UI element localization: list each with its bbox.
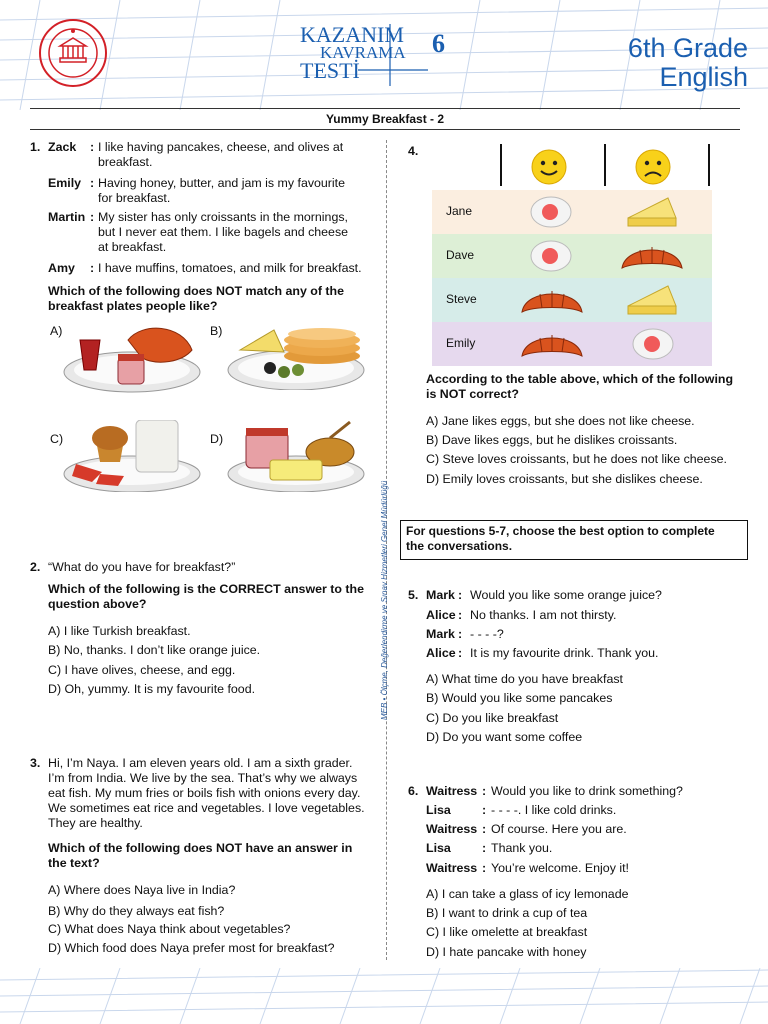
row-name: Jane [446,204,473,218]
q3-option-c[interactable]: C) What does Naya think about vegetables? [48,922,291,936]
dialogue-text: - - - -. I like cold drinks. [491,803,617,817]
prompt-line: Which of the following is the CORRECT answer to the [48,582,364,596]
speaker: Waitress [426,861,478,875]
q6-option-d[interactable]: D) I hate pancake with honey [426,945,587,959]
q6-line-3 [426,822,746,838]
instruction-line: the conversations. [406,539,513,553]
q6-option-a[interactable]: A) I can take a glass of icy lemonade [426,887,629,901]
q4-number: 4. [408,144,419,158]
q1-option-d-label[interactable]: D) [210,432,224,446]
plate-pancakes-cheese-olives-icon[interactable] [226,318,366,390]
prompt-line: question above? [48,597,147,611]
logo-line2: KAVRAMA [320,43,406,62]
q1-line-amy [48,261,378,277]
subtitle-bar [30,108,740,130]
speaker: Zack [48,140,77,154]
q5-line-3 [426,627,746,643]
q2-option-c[interactable]: C) I have olives, cheese, and egg. [48,663,236,677]
q2-option-b[interactable]: B) No, thanks. I don’t like orange juice. [48,643,261,657]
q4-option-c[interactable]: C) Steve loves croissants, but he does not like cheese. [426,452,727,466]
croissant-icon [620,238,684,274]
q4-option-a[interactable]: A) Jane likes eggs, but she does not like cheese. [426,414,695,428]
text-line: Hi, I’m Naya. I am eleven years old. I am a sixth grader. [48,756,353,770]
q6-line-5 [426,861,746,877]
q2-option-a[interactable]: A) I like Turkish breakfast. [48,624,191,638]
table-divider [604,144,606,186]
q2-prompt [48,582,364,612]
instructions-box [400,520,748,560]
speaker: Alice [426,608,456,622]
grade-title [628,34,748,92]
table-row-jane [432,190,712,234]
speaker: Mark [426,627,455,641]
prompt-line: Which of the following does NOT match any of the [48,284,344,298]
q5-line-2 [426,608,746,624]
colon: : [90,261,95,275]
colon: : [458,627,463,641]
plate-jam-butter-honey-icon[interactable] [226,420,366,492]
dialogue-text: Would you like some orange juice? [470,588,662,602]
logo-number: 6 [432,29,445,58]
q5-option-b[interactable]: B) Would you like some pancakes [426,691,613,705]
q6-line-4 [426,841,746,857]
speaker: Martin [48,210,86,224]
dialogue-text: for breakfast. [98,191,171,205]
grade-line2: English [659,62,748,92]
q3-prompt [48,841,352,871]
q5-option-d[interactable]: D) Do you want some coffee [426,730,583,744]
q3-text [48,756,365,831]
colon: : [458,646,463,660]
q6-option-b[interactable]: B) I want to drink a cup of tea [426,906,588,920]
text-line: We sometimes eat rice and vegetables. I love vegetables. [48,801,365,815]
colon: : [482,822,487,836]
dialogue-text: Of course. Here you are. [491,822,627,836]
q3-option-d[interactable]: D) Which food does Naya prefer most for breakfast? [48,941,335,955]
q1-line-martin [48,210,378,256]
q6-line-1 [426,784,746,800]
croissant-icon [520,326,584,362]
q1-number: 1. [30,140,41,154]
fried-egg-icon [528,194,574,230]
table-divider [708,144,710,186]
side-text: MEB • Ölçme, Değerlendirme ve Sınav Hizmetleri Genel Müdürlüğü [380,480,389,720]
speaker: Alice [426,646,456,660]
q3-option-b[interactable]: B) Why do they always eat fish? [48,904,225,918]
page-subtitle: Yummy Breakfast - 2 [325,112,445,126]
cheese-icon [626,196,678,228]
colon: : [482,841,487,855]
fried-egg-icon [630,326,676,362]
colon: : [482,784,487,798]
q6-option-c[interactable]: C) I like omelette at breakfast [426,925,588,939]
text-line: They are healthy. [48,816,143,830]
dialogue-text: Thank you. [491,841,553,855]
q5-option-a[interactable]: A) What time do you have breakfast [426,672,623,686]
dialogue-text: Would you like to drink something? [491,784,683,798]
row-name: Dave [446,248,475,262]
q6-line-2 [426,803,746,819]
dialogue-text: breakfast. [98,155,153,169]
q4-option-d[interactable]: D) Emily loves croissants, but she dislikes cheese. [426,472,703,486]
row-name: Emily [446,336,476,350]
fried-egg-icon [528,238,574,274]
preference-table [432,144,712,366]
colon: : [482,803,487,817]
plate-muffin-milk-tomato-icon[interactable] [62,420,202,492]
q1-option-a-label[interactable]: A) [50,324,63,338]
q4-prompt [426,372,733,402]
q1-line-emily [48,176,378,206]
prompt-line: breakfast plates people like? [48,299,218,313]
q1-option-c-label[interactable]: C) [50,432,64,446]
speaker: Lisa [426,841,451,855]
speaker: Waitress [426,784,478,798]
dialogue-text: I like having pancakes, cheese, and olives at [98,140,344,154]
q2-number: 2. [30,560,41,574]
text-line: eat fish. My mum fries or boils fish with onions every day. [48,786,361,800]
dialogue-text: It is my favourite drink. Thank you. [470,646,659,660]
header [0,0,768,110]
dialogue-text: I have muffins, tomatoes, and milk for breakfast. [98,261,362,275]
q1-line-zack [48,140,378,170]
dialogue-text: at breakfast. [98,240,167,254]
text-line: I’m from India. We live by the sea. That’s why we always [48,771,358,785]
footer-pattern [0,968,768,1024]
prompt-line: is NOT correct? [426,387,519,401]
prompt-line: According to the table above, which of the following [426,372,734,386]
q2-quote: “What do you have for breakfast?” [48,560,236,574]
ministry-seal-icon [38,18,108,88]
prompt-line: Which of the following does NOT have an answer in [48,841,353,855]
q1-option-b-label[interactable]: B) [210,324,223,338]
logo-line3: TESTİ [300,58,360,83]
dialogue-text: Having honey, butter, and jam is my favourite [98,176,346,190]
logo-line1: KAZANIM [300,22,404,47]
dialogue-text: but I never eat them. I like bagels and cheese [98,225,349,239]
dialogue-text: My sister has only croissants in the mornings, [98,210,348,224]
q5-line-4 [426,646,746,662]
table-row-dave [432,234,712,278]
table-row-steve [432,278,712,322]
speaker: Mark [426,588,455,602]
instruction-line: For questions 5-7, choose the best option to complete [406,524,715,538]
speaker: Emily [48,176,82,190]
colon: : [90,210,95,224]
q4-option-b[interactable]: B) Dave likes eggs, but he dislikes croissants. [426,433,678,447]
dialogue-text: No thanks. I am not thirsty. [470,608,617,622]
q5-number: 5. [408,588,419,602]
table-divider [500,144,502,186]
table-row-emily [432,322,712,366]
sad-face-icon [634,148,672,186]
q3-option-a[interactable]: A) Where does Naya live in India? [48,883,236,897]
colon: : [482,861,487,875]
q6-number: 6. [408,784,419,798]
q3-number: 3. [30,756,41,770]
dialogue-text: - - - -? [470,627,504,641]
speaker: Lisa [426,803,451,817]
smiley-face-icon [530,148,568,186]
colon: : [90,140,95,154]
row-name: Steve [446,292,477,306]
q1-prompt [48,284,344,314]
speaker: Waitress [426,822,478,836]
croissant-icon [520,282,584,318]
speaker: Amy [48,261,75,275]
cheese-icon [626,284,678,316]
colon: : [458,588,463,602]
q5-line-1 [426,588,746,604]
q2-option-d[interactable]: D) Oh, yummy. It is my favourite food. [48,682,256,696]
plate-tea-jam-croissant-icon[interactable] [62,322,202,394]
colon: : [458,608,463,622]
q5-option-c[interactable]: C) Do you like breakfast [426,711,559,725]
dialogue-text: You’re welcome. Enjoy it! [491,861,629,875]
prompt-line: the text? [48,856,100,870]
grade-line1: 6th Grade [627,33,748,63]
colon: : [90,176,95,190]
kazanim-logo [298,22,458,88]
